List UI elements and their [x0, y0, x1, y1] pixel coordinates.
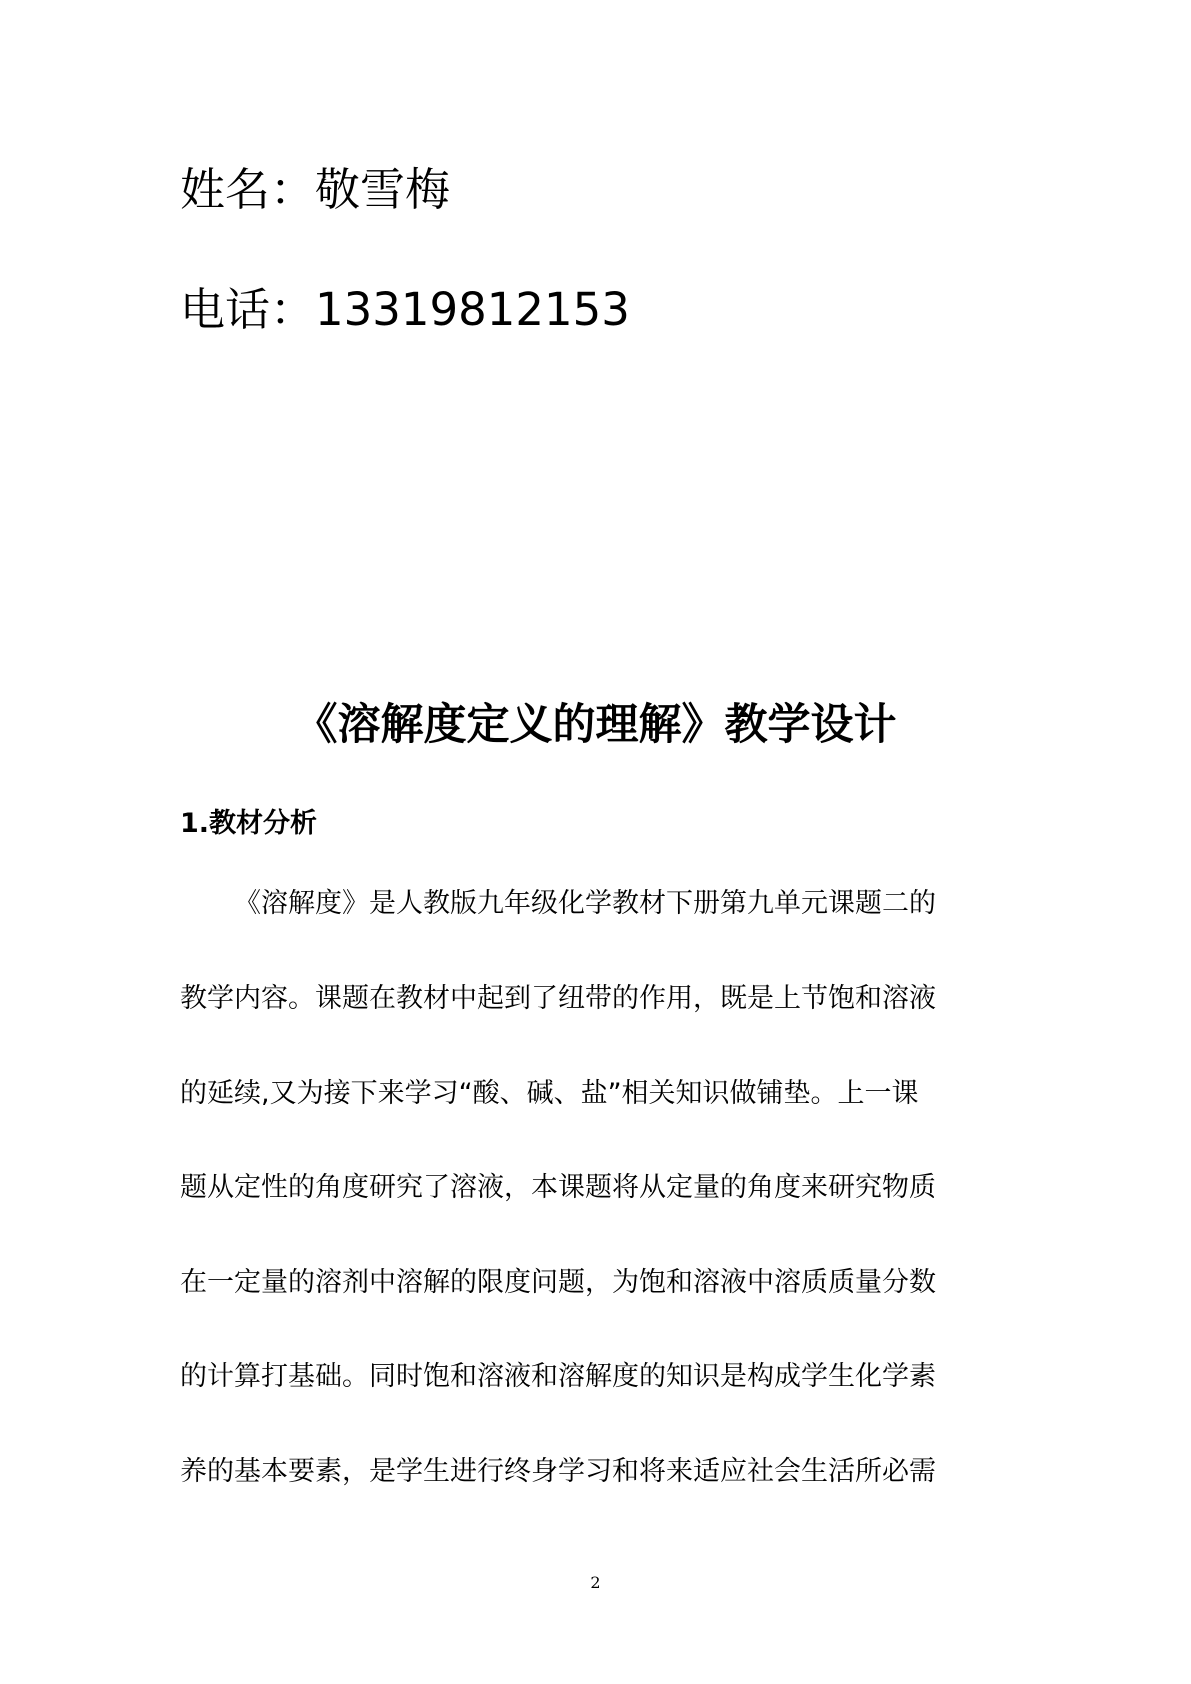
- author-name: 姓名：敬雪梅: [180, 163, 451, 216]
- author-phone: 电话：13319812153: [180, 283, 630, 336]
- paragraph-line: 养的基本要素，是学生进行终身学习和将来适应社会生活所必需: [180, 1456, 936, 1487]
- paragraph-line: 《溶解度》是人教版九年级化学教材下册第九单元课题二的: [234, 888, 936, 919]
- paragraph-line: 题从定性的角度研究了溶液，本课题将从定量的角度来研究物质: [180, 1172, 936, 1203]
- paragraph-line: 的计算打基础。同时饱和溶液和溶解度的知识是构成学生化学素: [180, 1361, 936, 1392]
- document-title: 《溶解度定义的理解》教学设计: [294, 700, 897, 750]
- paragraph-line: 的延续,又为接下来学习“酸、碱、盐”相关知识做铺垫。上一课: [180, 1078, 919, 1109]
- paragraph-line: 教学内容。课题在教材中起到了纽带的作用，既是上节饱和溶液: [180, 983, 936, 1014]
- paragraph-line: 在一定量的溶剂中溶解的限度问题，为饱和溶液中溶质质量分数: [180, 1267, 936, 1298]
- page-number: 2: [590, 1573, 601, 1592]
- section-heading: 1.教材分析: [180, 808, 318, 839]
